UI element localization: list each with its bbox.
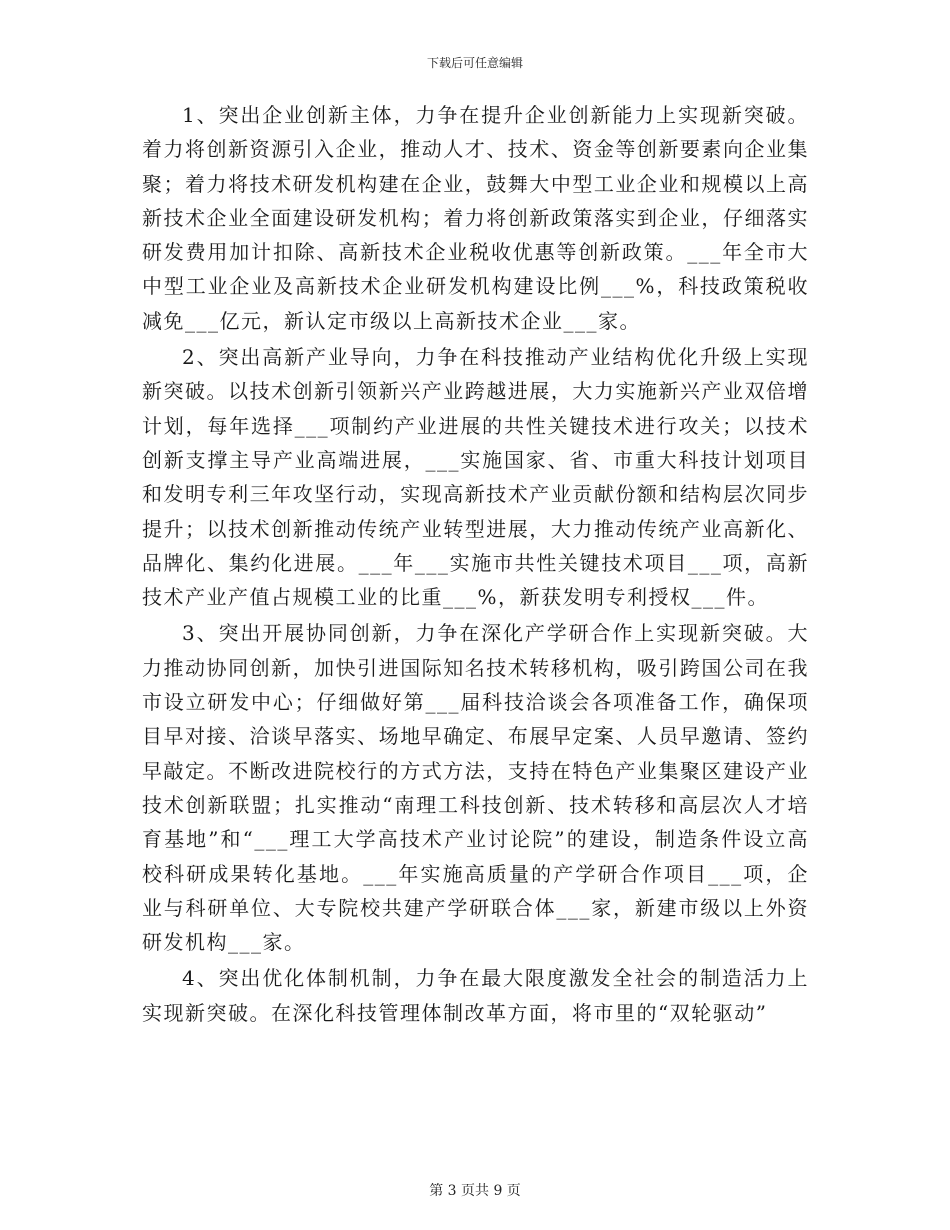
- document-body: [142, 98, 809, 1032]
- paragraph-3: 3、突出开展协同创新，力争在深化产学研合作上实现新突破。大力推动协同创新，加快引进国际知名技术转移机构，吸引跨国公司在我市设立研发中心；仔细做好第___届科技洽谈会各项准备工作，确保项目早对接、洽谈早落实、场地早确定、布展早定案、人员早邀请、签约早敲定。不断改进院校行的方式方法，支持在特色产业集聚区建设产业技术创新联盟；扎实推动“南理工科技创新、技术转移和高层次人才培育基地”和“___理工大学高技术产业讨论院”的建设，制造条件设立高校科研成果转化基地。___年实施高质量的产学研合作项目___项，企业与科研单位、大专院校共建产学研联合体___家，新建市级以上外资研发机构___家。: [142, 621, 809, 955]
- paragraph-2: 2、突出高新产业导向，力争在科技推动产业结构优化升级上实现新突破。以技术创新引领新兴产业跨越进展，大力实施新兴产业双倍增计划，每年选择___项制约产业进展的共性关键技术进行攻关；以技术创新支撑主导产业高端进展，___实施国家、省、市重大科技计划项目和发明专利三年攻坚行动，实现高新技术产业贡献份额和结构层次同步提升；以技术创新推动传统产业转型进展，大力推动传统产业高新化、品牌化、集约化进展。___年___实施市共性关键技术项目___项，高新技术产业产值占规模工业的比重___%，新获发明专利授权___件。: [142, 345, 809, 610]
- paragraph-1: 1、突出企业创新主体，力争在提升企业创新能力上实现新突破。着力将创新资源引入企业，推动人才、技术、资金等创新要素向企业集聚；着力将技术研发机构建在企业，鼓舞大中型工业企业和规模以上高新技术企业全面建设研发机构；着力将创新政策落实到企业，仔细落实研发费用加计扣除、高新技术企业税收优惠等创新政策。___年全市大中型工业企业及高新技术企业研发机构建设比例___%，科技政策税收减免___亿元，新认定市级以上高新技术企业___家。: [142, 103, 809, 333]
- paragraph-4: 4、突出优化体制机制，力争在最大限度激发全社会的制造活力上实现新突破。在深化科技管理体制改革方面，将市里的“双轮驱动”: [142, 966, 809, 1025]
- page-header-note: 下载后可任意编辑: [426, 56, 523, 70]
- page-number: 第 3 页共 9 页: [429, 1183, 521, 1199]
